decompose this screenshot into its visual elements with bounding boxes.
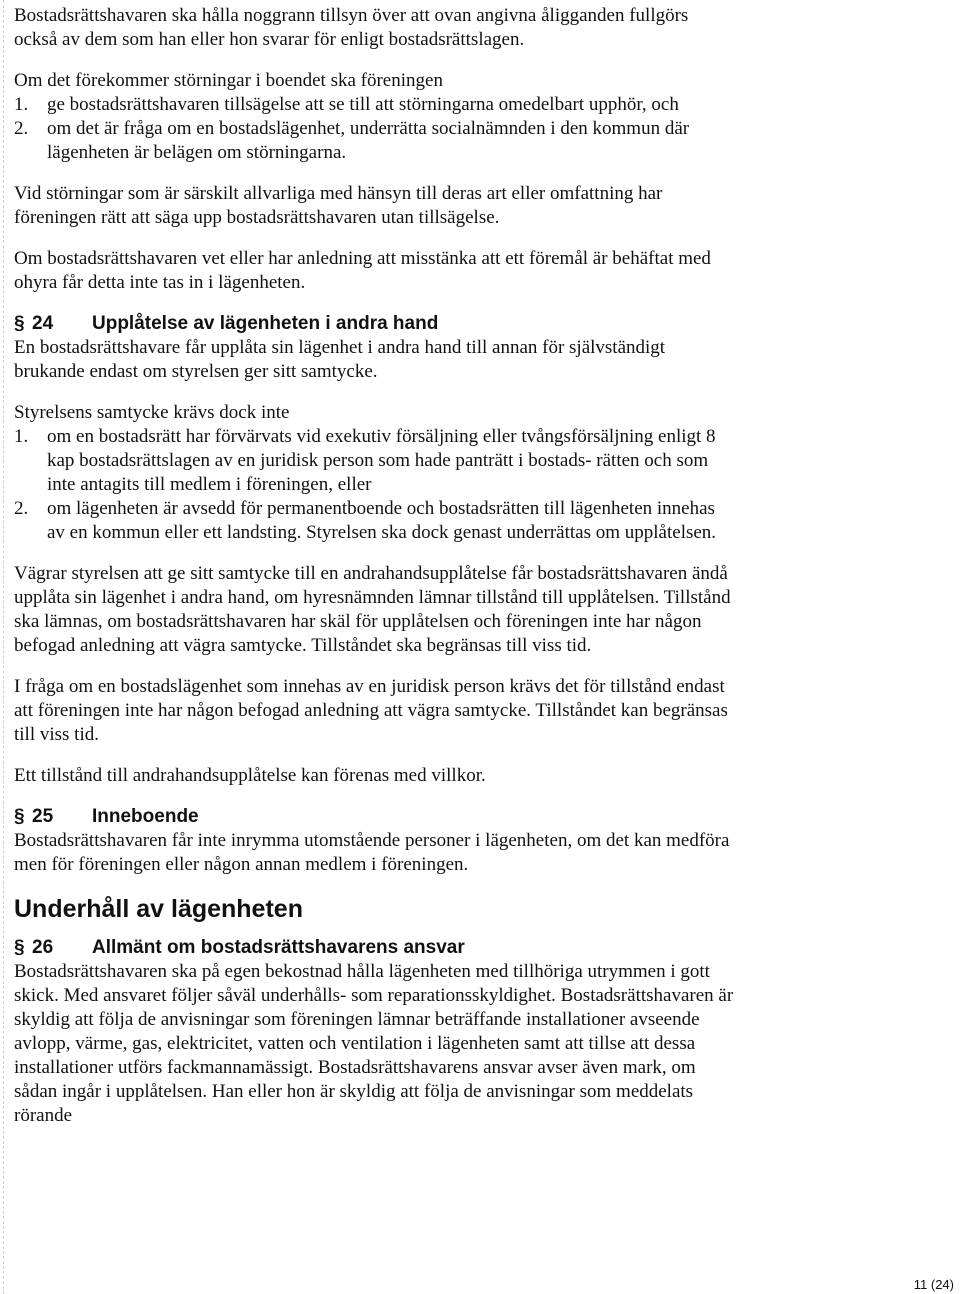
storningar-list — [14, 93, 734, 165]
margin-guide — [3, 0, 4, 1294]
paragraph-villkor: Ett tillstånd till andrahandsupplåtelse kan förenas med villkor. — [14, 765, 486, 786]
list-text: ge bostadsrättshavaren tillsägelse att se till att störningarna omedelbart upphör, och — [47, 94, 679, 115]
list-item — [14, 117, 734, 165]
list-item — [14, 425, 734, 497]
paragraph-vagrar-styrelsen: Vägrar styrelsen att ge sitt samtycke till en andrahandsupplåtelse får bostadsrättshavaren ändå upplåta sin lägenhet i andra hand, om hyresnämnden lämnar tillstånd till upplåtelsen. Tillstånd ska lämnas, om bostadsrättshavaren har skäl för upplåtelsen och föreningen inte har någon befogad anledning att vägra samtycke. Tillståndet ska begränsas till viss tid. — [14, 563, 731, 656]
paragraph-andra-hand: En bostadsrättshavare får upplåta sin lägenhet i andra hand till annan för självständigt brukande endast om styrelsen ger sitt samtycke. — [14, 337, 666, 382]
list-text: om lägenheten är avsedd för permanentboende och bostadsrätten till lägenheten innehas av en kommun eller ett landsting. Styrelsen ska dock genast underrättas om upplåtelsen. — [47, 498, 717, 543]
section-title: Inneboende — [92, 806, 199, 827]
list-number: 2. — [14, 118, 29, 139]
section-heading-26 — [14, 936, 734, 960]
section-number: 24 — [32, 313, 54, 334]
list-item — [14, 93, 734, 117]
paragraph-sign: § — [14, 937, 25, 958]
paragraph-ohyra: Om bostadsrättshavaren vet eller har anledning att misstänka att ett föremål är behäftat med ohyra får detta inte tas in i lägenheten. — [14, 248, 711, 293]
section-number: 25 — [32, 806, 54, 827]
section-title: Allmänt om bostadsrättshavarens ansvar — [92, 937, 465, 958]
list-number: 2. — [14, 498, 29, 519]
paragraph-sign: § — [14, 313, 25, 334]
paragraph-samtycke-intro: Styrelsens samtycke krävs dock inte — [14, 402, 290, 423]
section-title: Upplåtelse av lägenheten i andra hand — [92, 313, 439, 334]
paragraph-juridisk-person: I fråga om en bostadslägenhet som innehas av en juridisk person krävs det för tillstånd endast att föreningen inte har någon befogad anledning att vägra samtycke. Tillståndet kan begränsas till viss tid. — [14, 676, 728, 745]
paragraph-sign: § — [14, 806, 25, 827]
paragraph-inneboende: Bostadsrättshavaren får inte inrymma utomstående personer i lägenheten, om det kan medföra men för föreningen eller någon annan medlem i föreningen. — [14, 830, 730, 875]
list-number: 1. — [14, 94, 29, 115]
paragraph-storningar-intro: Om det förekommer störningar i boendet ska föreningen — [14, 70, 443, 91]
list-text: om det är fråga om en bostadslägenhet, underrätta socialnämnden i den kommun där lägenheten är belägen om störningarna. — [47, 118, 690, 163]
paragraph-ansvar: Bostadsrättshavaren ska på egen bekostnad hålla lägenheten med tillhöriga utrymmen i gott skick. Med ansvaret följer såväl underhålls- som reparationsskyldighet. Bostadsrättshavaren är skyldig att följa de anvisningar som föreningen lämnar beträffande installationer avseende avlopp, värme, gas, elektricitet, vatten och ventilation i lägenheten samt att tillse att dessa installationer utförs fackmannamässigt. Bostadsrättshavarens ansvar avser även mark, om sådan ingår i upplåtelsen. Han eller hon är skyldig att följa de anvisningar som meddelats rörande — [14, 961, 734, 1126]
paragraph-tillsyn: Bostadsrättshavaren ska hålla noggrann tillsyn över att ovan angivna åligganden fullgörs också av dem som han eller hon svarar för enligt bostadsrättslagen. — [14, 5, 689, 50]
page-number: 11 (24) — [913, 1277, 954, 1292]
paragraph-allvarliga-storningar: Vid störningar som är särskilt allvarliga med hänsyn till deras art eller omfattning har föreningen rätt att säga upp bostadsrättshavaren utan tillsägelse. — [14, 183, 663, 228]
section-heading-24 — [14, 312, 734, 336]
document-body — [14, 4, 734, 1128]
list-number: 1. — [14, 426, 29, 447]
list-item — [14, 497, 734, 545]
chapter-heading: Underhåll av lägenheten — [14, 895, 303, 923]
section-heading-25 — [14, 805, 734, 829]
list-text: om en bostadsrätt har förvärvats vid exekutiv försäljning eller tvångsförsäljning enligt 8 kap bostadsrättslagen av en juridisk person som hade panträtt i bostads- rätten och som inte antagits till medlem i föreningen, eller — [47, 426, 716, 495]
samtycke-list — [14, 425, 734, 545]
section-number: 26 — [32, 937, 54, 958]
